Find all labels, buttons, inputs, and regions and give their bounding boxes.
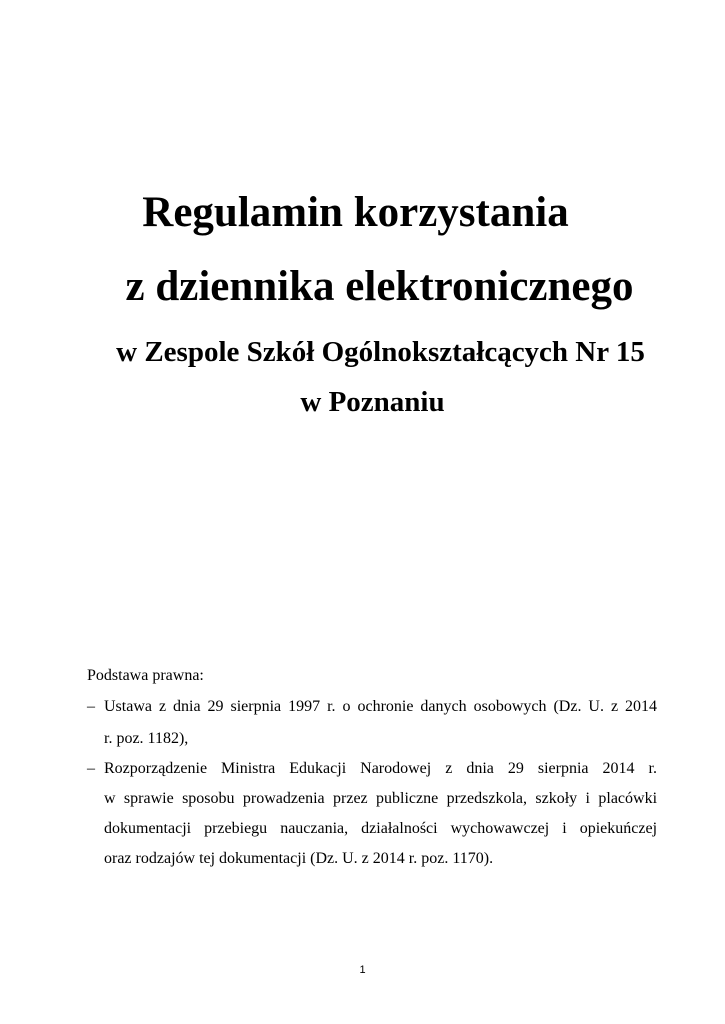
line-text: Ustawa z dnia 29 sierpnia 1997 r. o ochronie danych osobowych (Dz. U. z 2014	[104, 698, 658, 715]
legal-basis-item-2-line-4: oraz rodzajów tej dokumentacji (Dz. U. z 2014 r. poz. 1170).	[104, 850, 494, 867]
legal-basis-item-2-line-1: Rozporządzenie Ministra Edukacji Narodowej z dnia 29 sierpnia 2014 r.	[104, 760, 657, 777]
page-number: 1	[359, 964, 366, 976]
document-subtitle-school: w Zespole Szkół Ogólnokształcących Nr 15	[116, 336, 645, 368]
legal-basis-label: Podstawa prawna:	[87, 667, 204, 684]
list-bullet: –	[87, 760, 95, 777]
document-title-line-2: z dziennika elektronicznego	[125, 263, 634, 310]
list-bullet: –	[87, 698, 95, 715]
legal-basis-item-1-line-2: r. poz. 1182),	[104, 730, 189, 747]
legal-basis-item-1-line-1	[104, 698, 657, 716]
legal-basis-item-2-line-2: w sprawie sposobu prowadzenia przez publiczne przedszkola, szkoły i placówki	[104, 790, 658, 807]
document-title-line-1: Regulamin korzystania	[142, 189, 569, 236]
document-subtitle-city: w Poznaniu	[300, 386, 445, 418]
legal-basis-item-2-line-3: dokumentacji przebiegu nauczania, działalności wychowawczej i opiekuńczej	[104, 820, 658, 837]
